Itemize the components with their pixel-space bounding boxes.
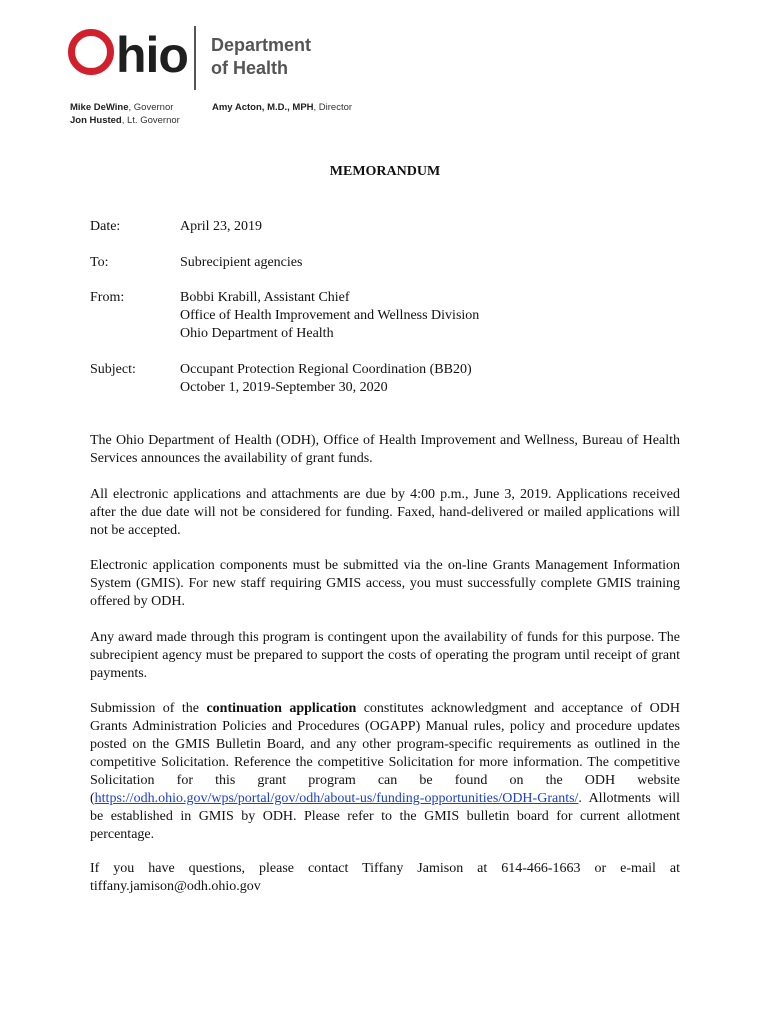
lt-governor-title: , Lt. Governor bbox=[121, 115, 180, 126]
from-line-2: Office of Health Improvement and Wellness Division bbox=[180, 308, 480, 323]
director-name: Amy Acton, M.D., MPH bbox=[212, 102, 314, 113]
ohio-logo-o-icon bbox=[68, 29, 114, 75]
paragraph-5 bbox=[90, 700, 680, 844]
odh-funding-link[interactable]: https://odh.ohio.gov/wps/portal/gov/odh/about-us/funding-opportunities/ODH-Grants/ bbox=[94, 791, 579, 806]
director-line bbox=[212, 101, 352, 114]
director-title: , Director bbox=[313, 102, 353, 113]
subject-label: Subject: bbox=[90, 362, 136, 377]
lt-governor-line bbox=[70, 114, 180, 127]
paragraph-2: All electronic applications and attachments are due by 4:00 p.m., June 3, 2019. Applications received after the due date will not be considered for funding. Faxed, hand-delivered or mailed applications will not be accepted. bbox=[90, 487, 680, 538]
from-line-1: Bobbi Krabill, Assistant Chief bbox=[180, 290, 350, 305]
governor-line bbox=[70, 101, 173, 114]
lt-governor-name: Jon Husted bbox=[70, 115, 122, 126]
paragraph-5-body: constitutes acknowledgment and acceptance of ODH Grants Administration Policies and Procedures (OGAPP) Manual rules, policy and procedure updates posted on the GMIS Bulletin Board, and any other program-specific requirements as outlined in the competitive Solicitation. Reference the competitive Solicitation for more information. The competitive Solicitation for this grant program can be found on the ODH website ( bbox=[90, 701, 680, 806]
paragraph-5-intro: Submission of the bbox=[90, 701, 207, 716]
date-value: April 23, 2019 bbox=[180, 219, 263, 234]
ohio-logo-text: hio bbox=[116, 27, 188, 83]
date-label: Date: bbox=[90, 219, 121, 234]
subject-line-2: October 1, 2019-September 30, 2020 bbox=[180, 380, 388, 395]
department-name bbox=[211, 34, 311, 80]
logo-divider bbox=[194, 26, 196, 90]
paragraph-6: If you have questions, please contact Tiffany Jamison at 614-466-1663 or e-mail at tiffany.jamison@odh.ohio.gov bbox=[90, 861, 680, 894]
ohio-logo bbox=[68, 20, 188, 90]
paragraph-3: Electronic application components must be submitted via the on-line Grants Management Information System (GMIS). For new staff requiring GMIS access, you must successfully complete GMIS training offered by ODH. bbox=[90, 558, 680, 609]
paragraph-5-end: . Allotments will be established in GMIS by ODH. Please refer to the GMIS bulletin board for current allotment percentage. bbox=[90, 791, 680, 842]
department-line-2: of Health bbox=[211, 58, 289, 78]
governor-title: , Governor bbox=[128, 102, 174, 113]
governor-name: Mike DeWine bbox=[70, 102, 129, 113]
to-value: Subrecipient agencies bbox=[180, 255, 303, 270]
from-line-3: Ohio Department of Health bbox=[180, 326, 334, 341]
subject-line-1: Occupant Protection Regional Coordination (BB20) bbox=[180, 362, 472, 377]
department-line-1: Department bbox=[211, 35, 312, 55]
memo-title: MEMORANDUM bbox=[329, 164, 441, 179]
from-label: From: bbox=[90, 290, 125, 305]
to-label: To: bbox=[90, 255, 109, 270]
paragraph-4: Any award made through this program is contingent upon the availability of funds for this purpose. The subrecipient agency must be prepared to support the costs of operating the program until receipt of grant payments. bbox=[90, 630, 680, 681]
continuation-application-emphasis: continuation application bbox=[206, 701, 357, 716]
paragraph-1: The Ohio Department of Health (ODH), Office of Health Improvement and Wellness, Bureau of Health Services announces the availability of grant funds. bbox=[90, 433, 680, 466]
